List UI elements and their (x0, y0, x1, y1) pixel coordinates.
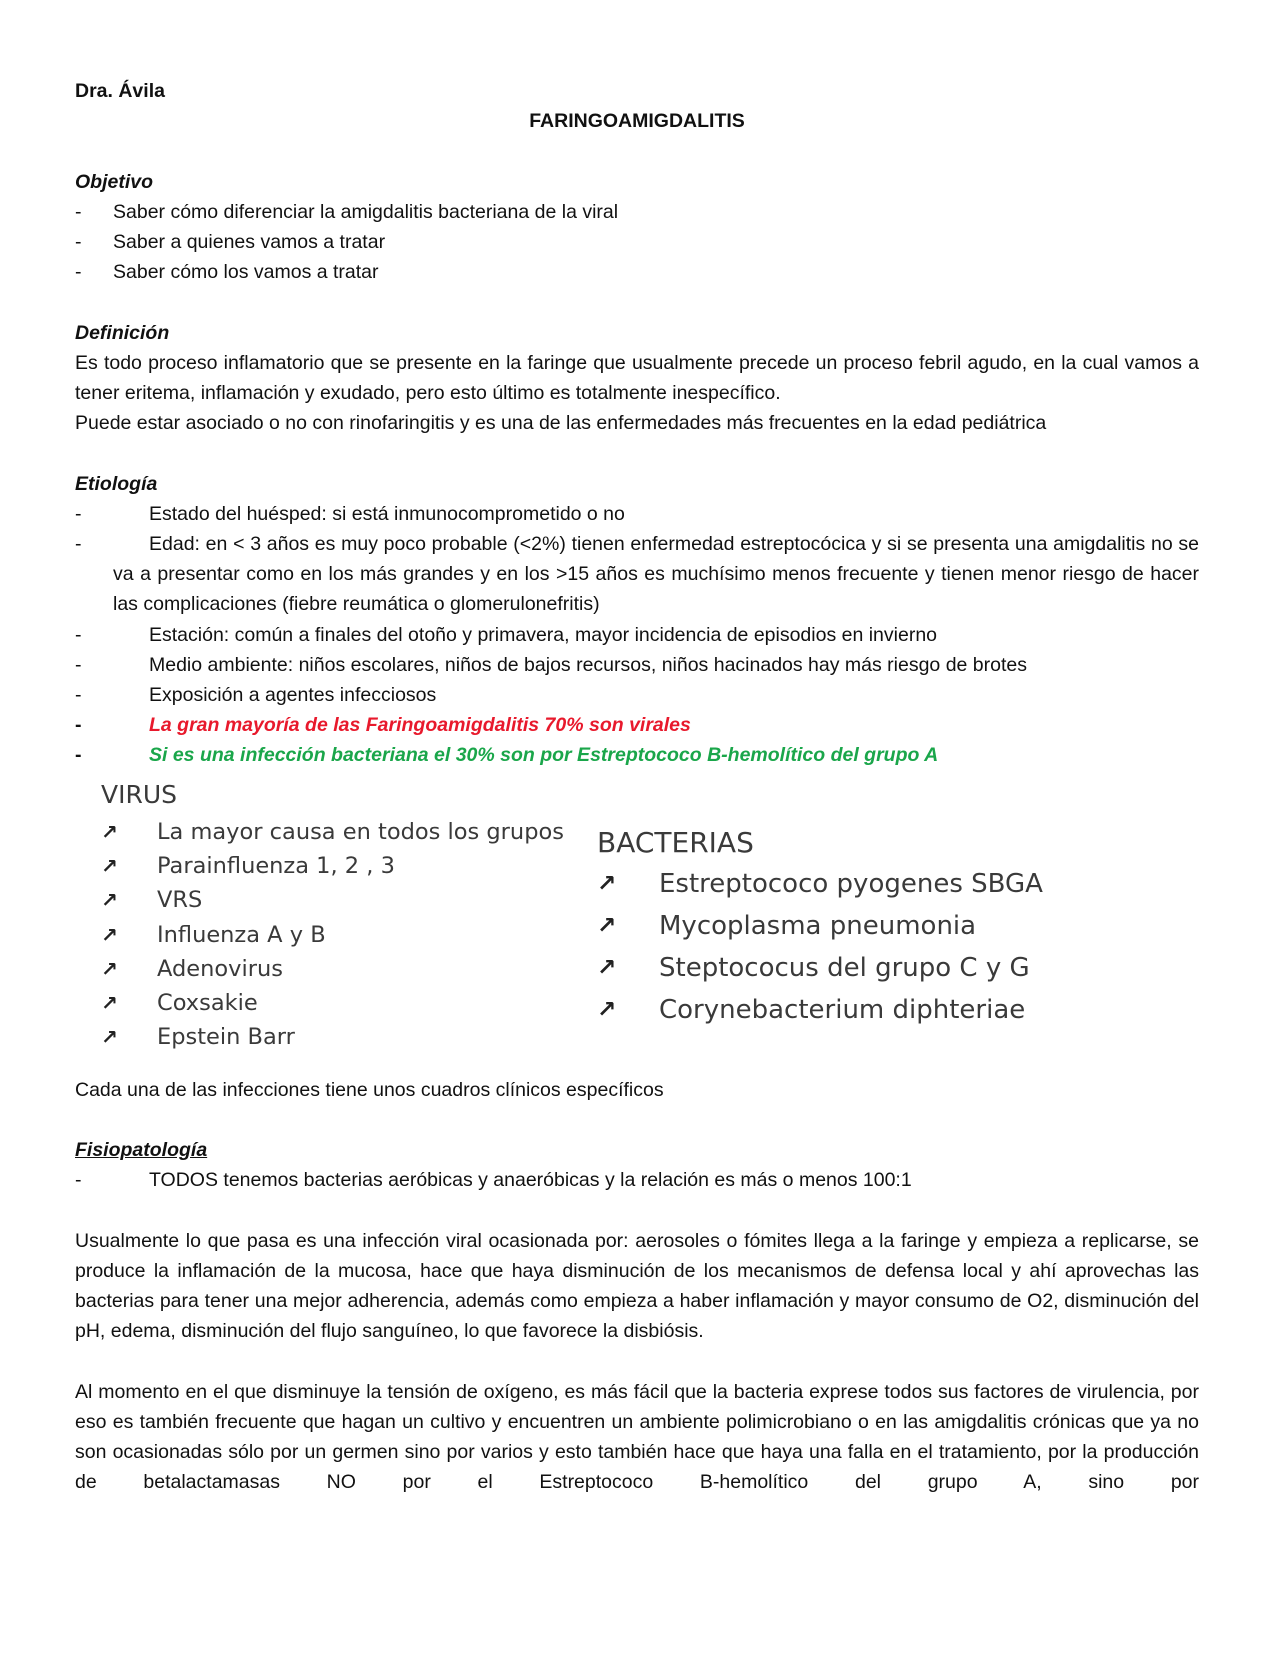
virus-item: ↗ La mayor causa en todos los grupos (101, 815, 564, 849)
bacteria-item: ↗ Mycoplasma pneumonia (597, 905, 1043, 947)
objetivo-heading: Objetivo (75, 170, 154, 193)
fisiopatologia-paragraph-2: Al momento en el que disminuye la tensión de oxígeno, es más fácil que la bacteria exprese todos sus factores de virulencia, por eso es también frecuente que hagan un cultivo y encuentren un ambiente polimicrobiano o en las amigdalitis crónicas que ya no son ocasionadas sólo por un germen sino por varios y esto también hace que haya una falla en el tratamiento, por la producción de betalactamasas NO por el Estreptococo B-hemolítico del grupo A, sino por (75, 1380, 1199, 1494)
arrow-up-right-icon: ↗ (597, 996, 617, 1023)
document-body (75, 76, 1199, 1497)
list-item-highlight-green: - Si es una infección bacteriana el 30% son por Estreptococo B-hemolítico del grupo A (75, 744, 939, 767)
virus-list (101, 815, 564, 1055)
virus-item: ↗ Coxsakie (101, 986, 564, 1020)
arrow-up-right-icon: ↗ (597, 954, 617, 981)
bacteria-column (597, 823, 1043, 1031)
list-item: - Exposición a agentes infecciosos (75, 684, 437, 707)
bacteria-list (597, 863, 1043, 1031)
document-title: FARINGOAMIGDALITIS (529, 110, 745, 133)
virus-item: ↗ Parainfluenza 1, 2 , 3 (101, 849, 564, 883)
list-item: - Saber a quienes vamos a tratar (75, 231, 386, 253)
fisiopatologia-heading: Fisiopatología (75, 1139, 208, 1162)
list-item-highlight-red: - La gran mayoría de las Faringoamigdalitis 70% son virales (75, 714, 691, 737)
after-figure-text: Cada una de las infecciones tiene unos cuadros clínicos específicos (75, 1078, 664, 1101)
bacteria-title: BACTERIAS (597, 825, 754, 859)
definicion-paragraph-1: Es todo proceso inflamatorio que se presente en la faringe que usualmente precede un proceso febril agudo, en la cual vamos a tener eritema, inflamación y exudado, pero esto último es totalmente inespecífico. (75, 351, 1199, 404)
fisiopatologia-list (75, 1165, 1199, 1195)
arrow-up-right-icon: ↗ (101, 1025, 118, 1050)
virus-item: ↗ VRS (101, 883, 564, 917)
fisiopatologia-paragraph-1: Usualmente lo que pasa es una infección viral ocasionada por: aerosoles o fómites llega a la faringe y empieza a replicarse, se produce la inflamación de la mucosa, hace que haya disminución de los mecanismos de defensa local y ahí aprovechas las bacterias para tener una mejor adherencia, además como empieza a haber inflamación y mayor consumo de O2, disminución del pH, edema, disminución del flujo sanguíneo, lo que favorece la disbiósis. (75, 1229, 1199, 1343)
list-item: - Saber cómo diferenciar la amigdalitis bacteriana de la viral (75, 200, 619, 223)
definicion-paragraph-2: Puede estar asociado o no con rinofaringitis y es una de las enfermedades más frecuentes en la edad pediátrica (75, 412, 1047, 435)
arrow-up-right-icon: ↗ (101, 888, 118, 913)
bacteria-item: ↗ Corynebacterium diphteriae (597, 989, 1043, 1031)
etiologia-list (75, 499, 1199, 771)
author: Dra. Ávila (75, 80, 165, 102)
bacteria-item: ↗ Estreptococo pyogenes SBGA (597, 863, 1043, 905)
list-item: - Saber cómo los vamos a tratar (75, 261, 379, 284)
pathogens-figure (75, 775, 1199, 1075)
arrow-up-right-icon: ↗ (101, 991, 118, 1016)
bacteria-item: ↗ Steptococus del grupo C y G (597, 947, 1043, 989)
list-item: - Medio ambiente: niños escolares, niños de bajos recursos, niños hacinados hay más riesgo de brotes (75, 653, 1027, 676)
list-item: - TODOS tenemos bacterias aeróbicas y anaeróbicas y la relación es más o menos 100:1 (75, 1169, 912, 1192)
arrow-up-right-icon: ↗ (597, 870, 617, 897)
virus-title: VIRUS (101, 779, 178, 809)
definicion-heading: Definición (75, 321, 170, 344)
arrow-up-right-icon: ↗ (101, 956, 118, 981)
list-item: - Edad: en < 3 años es muy poco probable (<2%) tienen enfermedad estreptocócica y si se presenta una amigdalitis no se va a presentar como en los más grandes y en los >15 años es muchísimo menos frecuente y tienen menor riesgo de hacer las complicaciones (fiebre reumática o glomerulonefritis) (75, 533, 1199, 616)
list-item: - Estación: común a finales del otoño y primavera, mayor incidencia de episodios en invierno (75, 623, 938, 646)
virus-column (101, 775, 564, 1055)
etiologia-heading: Etiología (75, 472, 158, 495)
objetivo-list (75, 197, 1199, 288)
arrow-up-right-icon: ↗ (101, 819, 118, 844)
virus-item: ↗ Adenovirus (101, 952, 564, 986)
arrow-up-right-icon: ↗ (597, 912, 617, 939)
arrow-up-right-icon: ↗ (101, 853, 118, 878)
virus-item: ↗ Epstein Barr (101, 1020, 564, 1054)
arrow-up-right-icon: ↗ (101, 922, 118, 947)
virus-item: ↗ Influenza A y B (101, 918, 564, 952)
list-item: - Estado del huésped: si está inmunocomprometido o no (75, 502, 625, 525)
